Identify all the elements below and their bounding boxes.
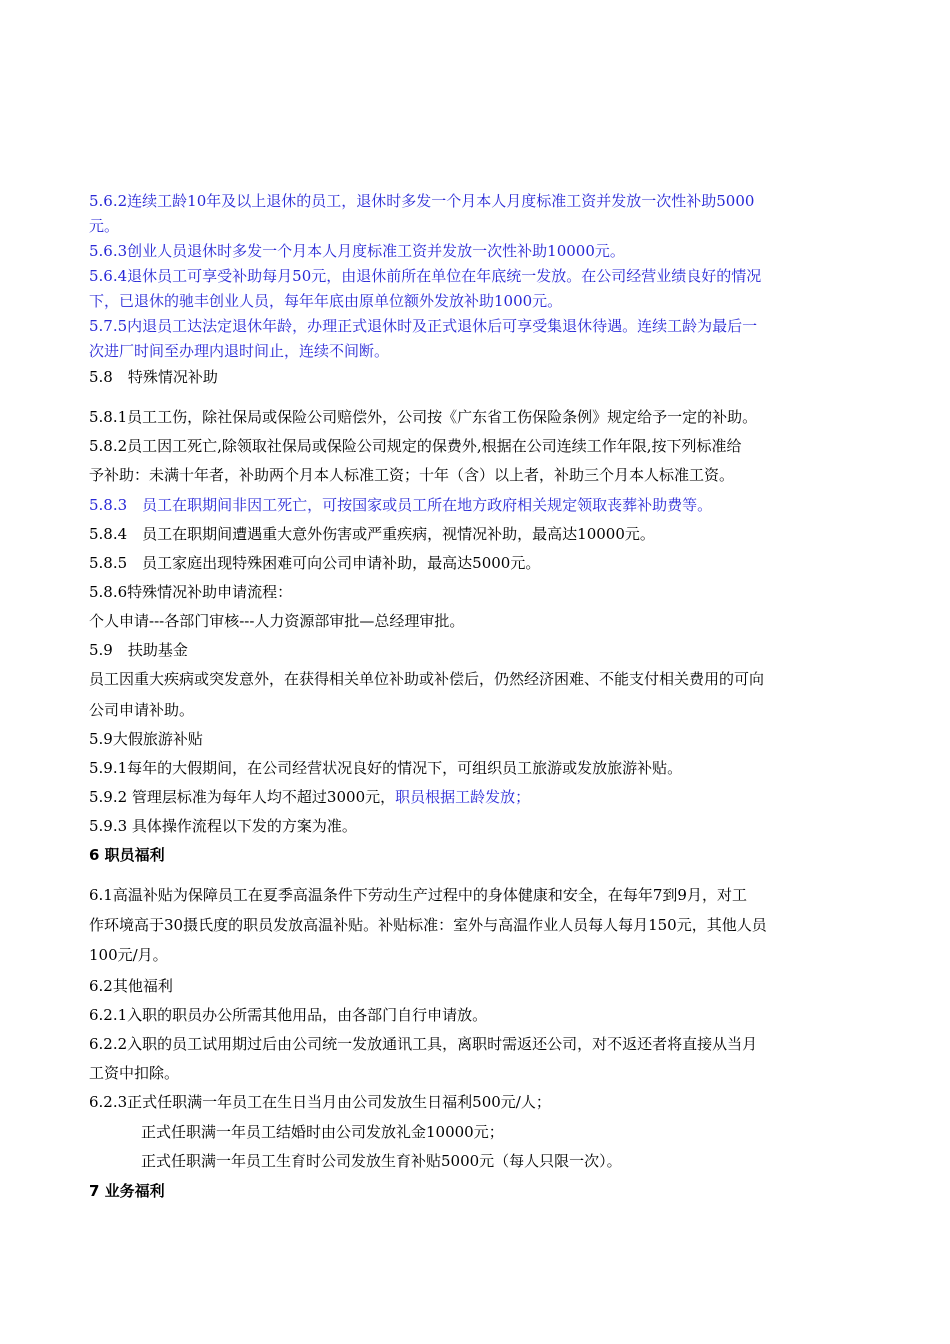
holiday-travel-heading: 5.9大假旅游补贴	[89, 730, 203, 748]
clause-5-9-2	[89, 787, 530, 807]
section-7-heading: 7 业务福利	[89, 1182, 165, 1200]
clause-6-2-2-line-2: 工资中扣除。	[89, 1064, 180, 1082]
section-6-heading: 6 职员福利	[89, 846, 165, 864]
clause-6-2-3-wedding: 正式任职满一年员工结婚时由公司发放礼金10000元；	[141, 1123, 504, 1141]
clause-5-9-2-staff-rule: 职员根据工龄发放；	[395, 788, 531, 806]
clause-5-8-5: 5.8.5 员工家庭出现特殊困难可向公司申请补助，最高达5000元。	[89, 554, 541, 572]
clause-5-8-3: 5.8.3 员工在职期间非因工死亡，可按国家或员工所在地方政府相关规定领取丧葬补助费等。	[89, 496, 713, 514]
section-5-8-heading: 5.8 特殊情况补助	[89, 368, 218, 386]
clause-6-2-1: 6.2.1入职的职员办公所需其他用品，由各部门自行申请放。	[89, 1006, 488, 1024]
application-process: 个人申请---各部门审核---人力资源部审批—总经理审批。	[89, 612, 465, 630]
clause-6-2-3-birthday: 6.2.3正式任职满一年员工在生日当月由公司发放生日福利500元/人；	[89, 1093, 551, 1111]
clause-5-7-5-line-1: 5.7.5内退员工达法定退休年龄，办理正式退休时及正式退休后可享受集退休待遇。连续工龄为最后一	[89, 317, 758, 335]
clause-6-1-line-2: 作环境高于30摄氏度的职员发放高温补贴。补贴标准：室外与高温作业人员每人每月150元，其他人员	[89, 916, 767, 934]
clause-5-6-4-line-1: 5.6.4退休员工可享受补助每月50元，由退休前所在单位在年底统一发放。在公司经营业绩良好的情况	[89, 267, 762, 285]
clause-5-6-3: 5.6.3创业人员退休时多发一个月本人月度标准工资并发放一次性补助10000元。	[89, 242, 625, 260]
clause-5-8-2-line-2: 予补助：未满十年者，补助两个月本人标准工资；十年（含）以上者，补助三个月本人标准工资。	[89, 466, 735, 484]
clause-5-9-3: 5.9.3 具体操作流程以下发的方案为准。	[89, 817, 357, 835]
clause-5-8-6: 5.8.6特殊情况补助申请流程：	[89, 583, 293, 601]
section-6-2-heading: 6.2其他福利	[89, 977, 173, 995]
clause-5-6-2-line-1: 5.6.2连续工龄10年及以上退休的员工，退休时多发一个月本人月度标准工资并发放一次性补助5000	[89, 192, 755, 210]
section-5-9-heading: 5.9 扶助基金	[89, 641, 188, 659]
clause-5-8-1: 5.8.1员工工伤，除社保局或保险公司赔偿外，公司按《广东省工伤保险条例》规定给予一定的补助。	[89, 408, 758, 426]
clause-5-6-2-line-2: 元。	[89, 217, 120, 235]
clause-6-1-line-1: 6.1高温补贴为保障员工在夏季高温条件下劳动生产过程中的身体健康和安全，在每年7到9月，对工	[89, 886, 747, 904]
support-fund-line-2: 公司申请补助。	[89, 701, 195, 719]
clause-5-6-4-line-2: 下，已退休的驰丰创业人员，每年年底由原单位额外发放补助1000元。	[89, 292, 563, 310]
clause-6-2-2-line-1: 6.2.2入职的员工试用期过后由公司统一发放通讯工具，离职时需返还公司，对不返还者将直接从当月	[89, 1035, 758, 1053]
clause-5-9-2-standard: 5.9.2 管理层标准为每年人均不超过3000元，	[89, 788, 396, 806]
support-fund-line-1: 员工因重大疾病或突发意外，在获得相关单位补助或补偿后，仍然经济困难、不能支付相关费用的可向	[89, 670, 765, 688]
clause-5-8-4: 5.8.4 员工在职期间遭遇重大意外伤害或严重疾病，视情况补助，最高达10000元。	[89, 525, 655, 543]
clause-5-8-2-line-1: 5.8.2员工因工死亡,除领取社保局或保险公司规定的保费外,根据在公司连续工作年限,按下列标准给	[89, 437, 742, 455]
clause-6-2-3-birth: 正式任职满一年员工生育时公司发放生育补贴5000元（每人只限一次）。	[141, 1152, 622, 1170]
clause-5-7-5-line-2: 次进厂时间至办理内退时间止，连续不间断。	[89, 342, 390, 360]
clause-5-9-1: 5.9.1每年的大假期间，在公司经营状况良好的情况下，可组织员工旅游或发放旅游补贴。	[89, 759, 683, 777]
clause-6-1-line-3: 100元/月。	[89, 946, 168, 964]
